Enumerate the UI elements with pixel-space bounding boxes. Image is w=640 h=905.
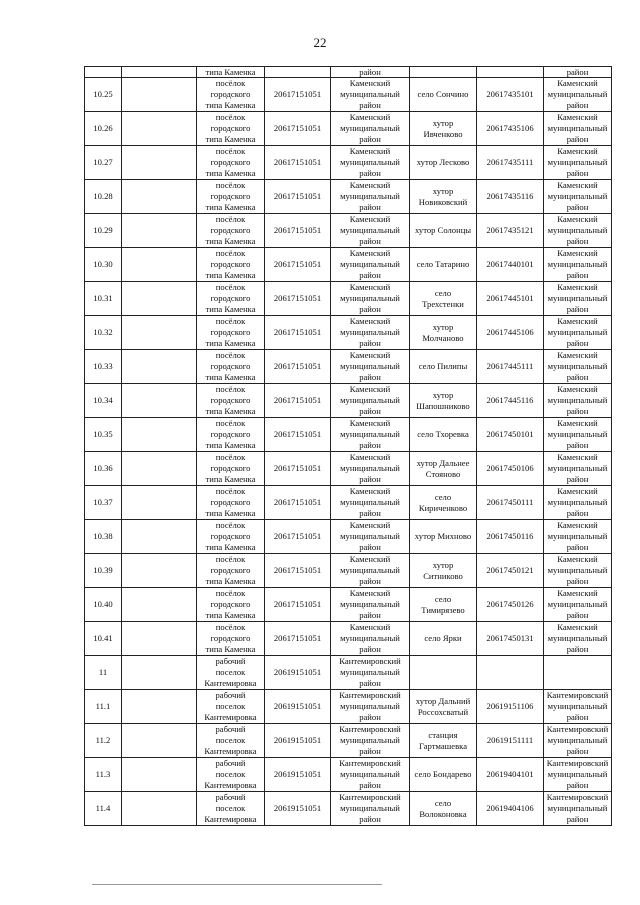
blank-cell: [122, 316, 197, 350]
center-settlement-cell: посёлок городского типа Каменка: [197, 384, 265, 418]
center-settlement-cell: посёлок городского типа Каменка: [197, 452, 265, 486]
center-oktmo-cell: 20617151051: [265, 146, 331, 180]
settlement-cell: хутор Новиковский: [410, 180, 477, 214]
settlement-district-cell: Каменский муниципальный район: [544, 350, 612, 384]
center-district-cell: Каменский муниципальный район: [331, 146, 410, 180]
row-number-cell: 10.26: [85, 112, 122, 146]
center-oktmo-cell: 20617151051: [265, 180, 331, 214]
settlement-district-cell: Каменский муниципальный район: [544, 588, 612, 622]
row-number-cell: 10.34: [85, 384, 122, 418]
blank-cell: [122, 384, 197, 418]
blank-cell: [122, 67, 197, 78]
settlement-district-cell: Каменский муниципальный район: [544, 112, 612, 146]
row-number-cell: 10.41: [85, 622, 122, 656]
settlement-cell: хутор Дальнее Стояново: [410, 452, 477, 486]
settlement-oktmo-cell: [477, 67, 544, 78]
blank-cell: [122, 282, 197, 316]
center-district-cell: Каменский муниципальный район: [331, 588, 410, 622]
settlement-oktmo-cell: 20617440101: [477, 248, 544, 282]
center-oktmo-cell: 20619151051: [265, 792, 331, 826]
row-number-cell: 10.40: [85, 588, 122, 622]
center-oktmo-cell: 20617151051: [265, 418, 331, 452]
table-row: [85, 588, 612, 622]
blank-cell: [122, 690, 197, 724]
center-district-cell: Кантемировский муниципальный район: [331, 690, 410, 724]
center-district-cell: Кантемировский муниципальный район: [331, 724, 410, 758]
center-settlement-cell: посёлок городского типа Каменка: [197, 418, 265, 452]
settlement-oktmo-cell: 20617435111: [477, 146, 544, 180]
table-row: [85, 520, 612, 554]
center-settlement-cell: посёлок городского типа Каменка: [197, 282, 265, 316]
center-oktmo-cell: 20617151051: [265, 78, 331, 112]
settlement-cell: станция Гартмашевка: [410, 724, 477, 758]
settlement-oktmo-cell: [477, 656, 544, 690]
center-oktmo-cell: 20617151051: [265, 282, 331, 316]
center-oktmo-cell: 20619151051: [265, 690, 331, 724]
table-row: [85, 622, 612, 656]
row-number-cell: 11: [85, 656, 122, 690]
center-settlement-cell: рабочий поселок Кантемировка: [197, 792, 265, 826]
row-number-cell: 10.37: [85, 486, 122, 520]
center-settlement-cell: рабочий поселок Кантемировка: [197, 690, 265, 724]
center-district-cell: Каменский муниципальный район: [331, 78, 410, 112]
blank-cell: [122, 554, 197, 588]
center-settlement-cell: посёлок городского типа Каменка: [197, 520, 265, 554]
center-oktmo-cell: 20617151051: [265, 622, 331, 656]
settlement-oktmo-cell: 20617450106: [477, 452, 544, 486]
settlement-district-cell: Каменский муниципальный район: [544, 180, 612, 214]
table-row: [85, 554, 612, 588]
row-number-cell: 10.27: [85, 146, 122, 180]
table-row: [85, 452, 612, 486]
blank-cell: [122, 792, 197, 826]
page-number: 22: [313, 35, 327, 50]
center-district-cell: Каменский муниципальный район: [331, 452, 410, 486]
center-district-cell: Каменский муниципальный район: [331, 282, 410, 316]
settlement-oktmo-cell: 20617445106: [477, 316, 544, 350]
blank-cell: [122, 350, 197, 384]
table-row: [85, 248, 612, 282]
row-number-cell: 11.2: [85, 724, 122, 758]
table-row-continued: [85, 67, 612, 78]
center-settlement-cell: посёлок городского типа Каменка: [197, 214, 265, 248]
settlement-cell: село Пилипы: [410, 350, 477, 384]
table-row: [85, 78, 612, 112]
settlement-oktmo-cell: 20617435106: [477, 112, 544, 146]
blank-cell: [122, 248, 197, 282]
center-oktmo-cell: 20619151051: [265, 656, 331, 690]
center-district-cell: Каменский муниципальный район: [331, 520, 410, 554]
center-settlement-cell: посёлок городского типа Каменка: [197, 248, 265, 282]
center-settlement-cell: посёлок городского типа Каменка: [197, 112, 265, 146]
blank-cell: [122, 622, 197, 656]
center-oktmo-cell: 20617151051: [265, 452, 331, 486]
blank-cell: [122, 214, 197, 248]
center-settlement-cell: рабочий поселок Кантемировка: [197, 656, 265, 690]
center-oktmo-cell: 20617151051: [265, 214, 331, 248]
center-district-cell: Каменский муниципальный район: [331, 214, 410, 248]
settlement-cell: хутор Шапошниково: [410, 384, 477, 418]
settlement-cell: село Волоконовка: [410, 792, 477, 826]
blank-cell: [122, 486, 197, 520]
row-number-cell: 11.3: [85, 758, 122, 792]
center-district-cell: Кантемировский муниципальный район: [331, 792, 410, 826]
settlement-oktmo-cell: 20617450111: [477, 486, 544, 520]
center-district-cell: Каменский муниципальный район: [331, 316, 410, 350]
settlement-cell: село Трехстенки: [410, 282, 477, 316]
settlement-district-cell: Каменский муниципальный район: [544, 622, 612, 656]
settlements-table: [84, 66, 612, 826]
blank-cell: [122, 418, 197, 452]
settlement-cell: хутор Солонцы: [410, 214, 477, 248]
blank-cell: [122, 78, 197, 112]
settlement-oktmo-cell: 20617450121: [477, 554, 544, 588]
footer-divider: [92, 884, 382, 885]
settlement-oktmo-cell: 20617450126: [477, 588, 544, 622]
center-settlement-cell: посёлок городского типа Каменка: [197, 78, 265, 112]
row-number-cell: [85, 67, 122, 78]
center-oktmo-cell: 20617151051: [265, 520, 331, 554]
settlement-cell: хутор Михново: [410, 520, 477, 554]
blank-cell: [122, 452, 197, 486]
settlement-district-cell: Каменский муниципальный район: [544, 452, 612, 486]
row-number-cell: 10.38: [85, 520, 122, 554]
table-row: [85, 486, 612, 520]
center-settlement-cell: посёлок городского типа Каменка: [197, 316, 265, 350]
table-row: [85, 316, 612, 350]
blank-cell: [122, 724, 197, 758]
blank-cell: [122, 588, 197, 622]
center-oktmo-cell: [265, 67, 331, 78]
center-oktmo-cell: 20617151051: [265, 384, 331, 418]
table-body: [85, 67, 612, 826]
row-number-cell: 10.25: [85, 78, 122, 112]
row-number-cell: 11.1: [85, 690, 122, 724]
settlement-oktmo-cell: 20617435101: [477, 78, 544, 112]
center-district-cell: Каменский муниципальный район: [331, 554, 410, 588]
settlement-oktmo-cell: 20619404101: [477, 758, 544, 792]
settlement-district-cell: Каменский муниципальный район: [544, 214, 612, 248]
settlement-district-cell: Кантемировский муниципальный район: [544, 690, 612, 724]
row-number-cell: 10.28: [85, 180, 122, 214]
settlement-cell: хутор Дальний Россохсватый: [410, 690, 477, 724]
center-oktmo-cell: 20617151051: [265, 112, 331, 146]
center-district-cell: Кантемировский муниципальный район: [331, 758, 410, 792]
center-settlement-cell: типа Каменка: [197, 67, 265, 78]
settlement-oktmo-cell: 20617450116: [477, 520, 544, 554]
center-oktmo-cell: 20617151051: [265, 316, 331, 350]
center-district-cell: Каменский муниципальный район: [331, 622, 410, 656]
row-number-cell: 11.4: [85, 792, 122, 826]
table-row: [85, 282, 612, 316]
settlement-district-cell: Кантемировский муниципальный район: [544, 758, 612, 792]
settlement-cell: хутор Ситниково: [410, 554, 477, 588]
settlement-district-cell: Каменский муниципальный район: [544, 316, 612, 350]
center-district-cell: Каменский муниципальный район: [331, 418, 410, 452]
settlement-district-cell: Каменский муниципальный район: [544, 282, 612, 316]
row-number-cell: 10.33: [85, 350, 122, 384]
settlement-cell: село Кириченково: [410, 486, 477, 520]
settlement-cell: село Тимирязево: [410, 588, 477, 622]
center-settlement-cell: посёлок городского типа Каменка: [197, 180, 265, 214]
blank-cell: [122, 180, 197, 214]
center-district-cell: Каменский муниципальный район: [331, 350, 410, 384]
center-oktmo-cell: 20617151051: [265, 588, 331, 622]
center-oktmo-cell: 20617151051: [265, 486, 331, 520]
row-number-cell: 10.32: [85, 316, 122, 350]
table-row: [85, 758, 612, 792]
settlement-oktmo-cell: 20617445116: [477, 384, 544, 418]
table-row: [85, 384, 612, 418]
table-row: [85, 656, 612, 690]
settlement-cell: село Сончино: [410, 78, 477, 112]
table-row: [85, 690, 612, 724]
table-row: [85, 112, 612, 146]
settlement-cell: [410, 656, 477, 690]
table-row: [85, 180, 612, 214]
center-oktmo-cell: 20617151051: [265, 554, 331, 588]
row-number-cell: 10.36: [85, 452, 122, 486]
settlement-cell: хутор Лесково: [410, 146, 477, 180]
blank-cell: [122, 656, 197, 690]
table-row: [85, 724, 612, 758]
table-row: [85, 146, 612, 180]
settlement-district-cell: Кантемировский муниципальный район: [544, 792, 612, 826]
settlement-oktmo-cell: 20619151111: [477, 724, 544, 758]
center-settlement-cell: посёлок городского типа Каменка: [197, 350, 265, 384]
blank-cell: [122, 758, 197, 792]
settlement-oktmo-cell: 20617445111: [477, 350, 544, 384]
settlement-district-cell: Каменский муниципальный район: [544, 78, 612, 112]
settlement-oktmo-cell: 20617435116: [477, 180, 544, 214]
settlement-oktmo-cell: 20617435121: [477, 214, 544, 248]
settlement-cell: село Ярки: [410, 622, 477, 656]
center-district-cell: Каменский муниципальный район: [331, 486, 410, 520]
table-row: [85, 350, 612, 384]
settlement-district-cell: район: [544, 67, 612, 78]
settlement-cell: хутор Молчаново: [410, 316, 477, 350]
settlement-district-cell: Каменский муниципальный район: [544, 554, 612, 588]
center-oktmo-cell: 20619151051: [265, 724, 331, 758]
center-district-cell: Каменский муниципальный район: [331, 180, 410, 214]
row-number-cell: 10.31: [85, 282, 122, 316]
row-number-cell: 10.35: [85, 418, 122, 452]
center-settlement-cell: рабочий поселок Кантемировка: [197, 724, 265, 758]
settlement-district-cell: Каменский муниципальный район: [544, 146, 612, 180]
table-row: [85, 418, 612, 452]
row-number-cell: 10.30: [85, 248, 122, 282]
center-district-cell: Каменский муниципальный район: [331, 248, 410, 282]
blank-cell: [122, 112, 197, 146]
settlement-district-cell: Каменский муниципальный район: [544, 486, 612, 520]
settlement-district-cell: Каменский муниципальный район: [544, 418, 612, 452]
center-settlement-cell: посёлок городского типа Каменка: [197, 146, 265, 180]
center-oktmo-cell: 20617151051: [265, 350, 331, 384]
center-district-cell: Каменский муниципальный район: [331, 112, 410, 146]
settlement-oktmo-cell: 20617445101: [477, 282, 544, 316]
center-settlement-cell: посёлок городского типа Каменка: [197, 554, 265, 588]
center-district-cell: район: [331, 67, 410, 78]
settlement-cell: село Татарино: [410, 248, 477, 282]
center-settlement-cell: посёлок городского типа Каменка: [197, 486, 265, 520]
settlement-district-cell: Каменский муниципальный район: [544, 520, 612, 554]
settlement-cell: хутор Ивченково: [410, 112, 477, 146]
settlement-cell: [410, 67, 477, 78]
blank-cell: [122, 520, 197, 554]
settlement-district-cell: Кантемировский муниципальный район: [544, 724, 612, 758]
center-settlement-cell: рабочий поселок Кантемировка: [197, 758, 265, 792]
settlement-oktmo-cell: 20619404106: [477, 792, 544, 826]
center-oktmo-cell: 20619151051: [265, 758, 331, 792]
table-row: [85, 792, 612, 826]
settlement-district-cell: Каменский муниципальный район: [544, 384, 612, 418]
center-settlement-cell: посёлок городского типа Каменка: [197, 622, 265, 656]
settlement-oktmo-cell: 20617450131: [477, 622, 544, 656]
settlement-oktmo-cell: 20617450101: [477, 418, 544, 452]
row-number-cell: 10.39: [85, 554, 122, 588]
settlement-cell: село Бондарево: [410, 758, 477, 792]
settlement-district-cell: [544, 656, 612, 690]
center-oktmo-cell: 20617151051: [265, 248, 331, 282]
center-settlement-cell: посёлок городского типа Каменка: [197, 588, 265, 622]
settlement-oktmo-cell: 20619151106: [477, 690, 544, 724]
settlement-cell: село Тхоревка: [410, 418, 477, 452]
table-row: [85, 214, 612, 248]
center-district-cell: Каменский муниципальный район: [331, 384, 410, 418]
blank-cell: [122, 146, 197, 180]
settlement-district-cell: Каменский муниципальный район: [544, 248, 612, 282]
center-district-cell: Кантемировский муниципальный район: [331, 656, 410, 690]
row-number-cell: 10.29: [85, 214, 122, 248]
